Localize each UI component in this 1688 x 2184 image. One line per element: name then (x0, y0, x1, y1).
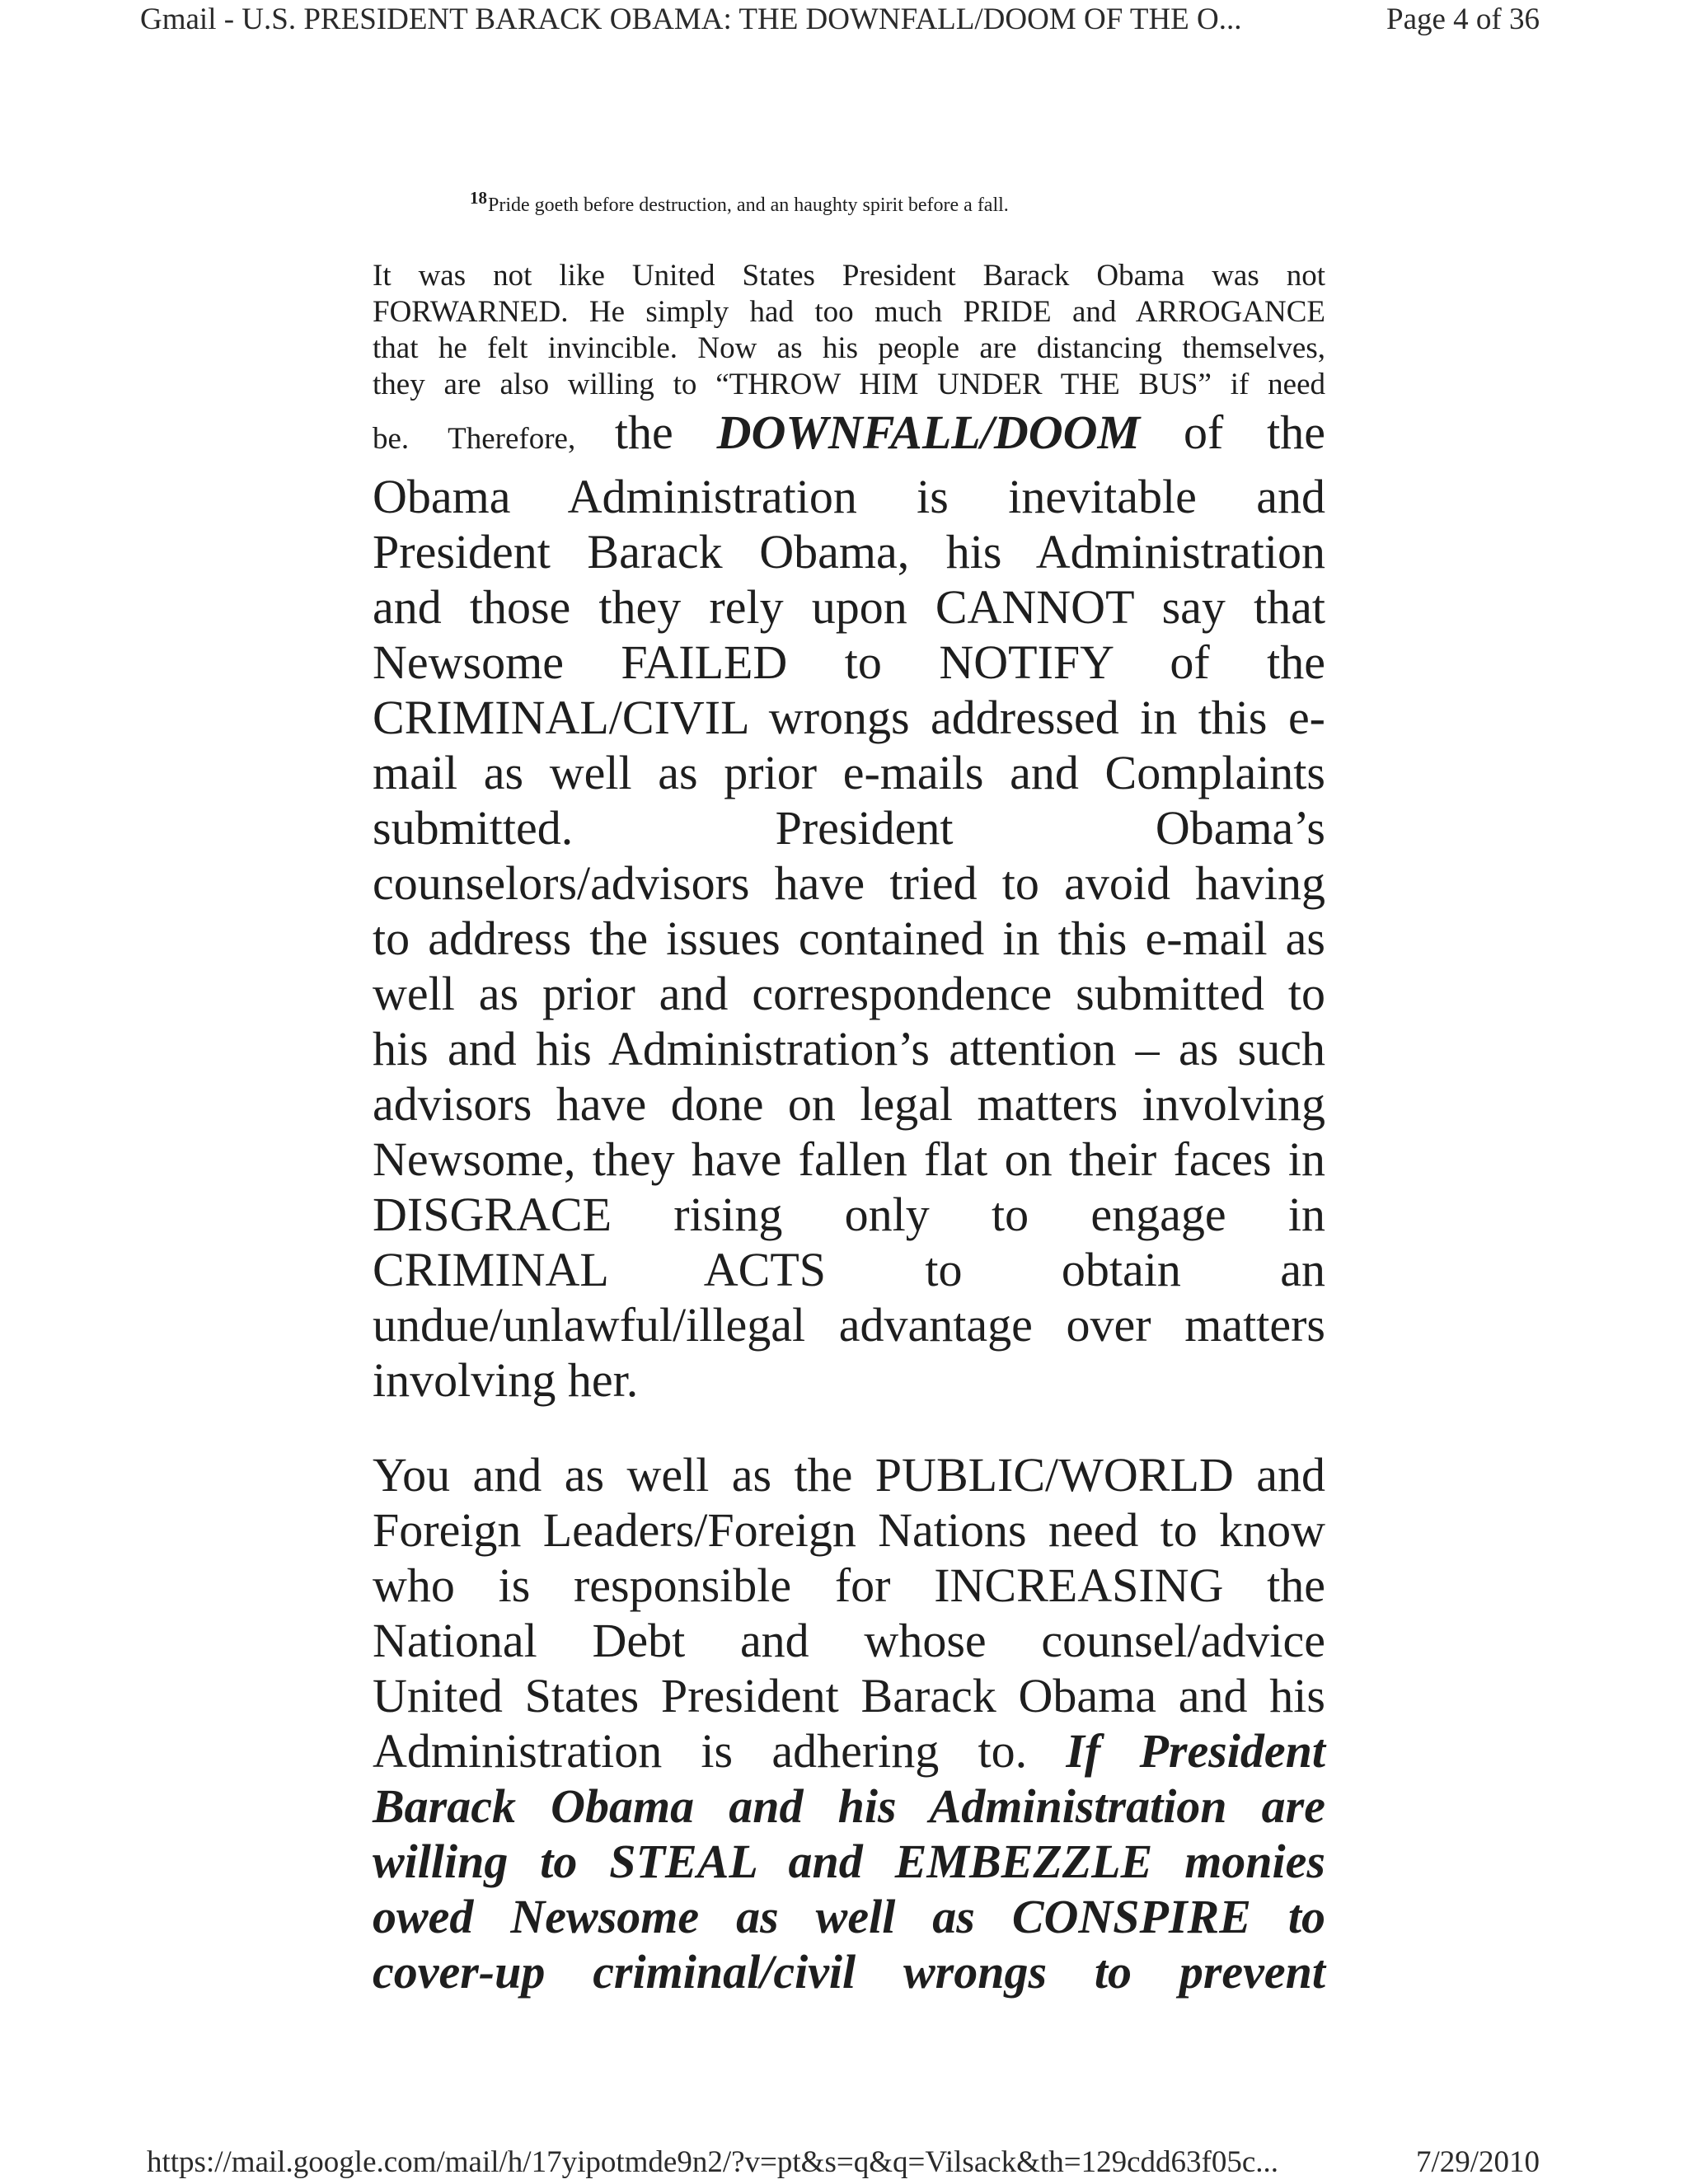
paragraph-1 (373, 258, 1325, 1408)
paragraph-2-emphasis-line: cover-up criminal/civil wrongs to prevent (373, 1945, 1325, 1999)
paragraph-2 (373, 1447, 1325, 1999)
footnote-text: Pride goeth before destruction, and an haughty spirit before a fall. (488, 194, 1009, 216)
paragraph-1-line: his and his Administration’s attention – as such (373, 1022, 1325, 1076)
paragraph-1-line: submitted. President Obama’s (373, 801, 1325, 855)
paragraph-1-line: advisors have done on legal matters involving (373, 1077, 1325, 1131)
mixed-plain-text: Administration is adhering to. (373, 1724, 1067, 1778)
paragraph-1-line: Obama Administration is inevitable and (373, 470, 1325, 523)
paragraph-1-line: well as prior and correspondence submitted to (373, 967, 1325, 1020)
footer-date: 7/29/2010 (1415, 2145, 1540, 2179)
paragraph-1-line: they are also willing to “THROW HIM UNDER THE BUS” if need (373, 368, 1325, 401)
page-number: Page 4 of 36 (1386, 2, 1540, 36)
downfall-emphasis: DOWNFALL/DOOM (716, 405, 1141, 459)
paragraph-1-line: counselors/advisors have tried to avoid having (373, 856, 1325, 910)
mixed-emphasis-text: If President (1066, 1724, 1325, 1778)
paragraph-1-last-line: involving her. (373, 1353, 639, 1407)
footnote-number: 18 (470, 188, 487, 208)
paragraph-2-line: United States President Barack Obama and his (373, 1669, 1325, 1722)
paragraph-1-line: and those they rely upon CANNOT say that (373, 580, 1325, 634)
mixed-large-text-end: of the (1140, 405, 1326, 459)
paragraph-1-line: Newsome, they have fallen flat on their faces in (373, 1132, 1325, 1186)
paragraph-1-line: mail as well as prior e-mails and Complaints (373, 746, 1325, 799)
footnote (470, 188, 1009, 217)
mixed-large-text: the (614, 405, 717, 459)
paragraph-2-emphasis-line: willing to STEAL and EMBEZZLE monies (373, 1835, 1325, 1888)
paragraph-1-line: to address the issues contained in this e-mail as (373, 912, 1325, 965)
paragraph-1-line: CRIMINAL/CIVIL wrongs addressed in this e- (373, 691, 1325, 744)
paragraph-1-line: FORWARNED. He simply had too much PRIDE and ARROGANCE (373, 295, 1325, 329)
paragraph-2-mixed-line (373, 1723, 1325, 1779)
header-title: Gmail - U.S. PRESIDENT BARACK OBAMA: THE DOWNFALL/DOOM OF THE O... (140, 2, 1242, 36)
paragraph-1-line: It was not like United States President Barack Obama was not (373, 259, 1325, 293)
paragraph-2-line: National Debt and whose counsel/advice (373, 1614, 1325, 1667)
paragraph-2-line: Foreign Leaders/Foreign Nations need to know (373, 1503, 1325, 1557)
paragraph-2-line: You and as well as the PUBLIC/WORLD and (373, 1448, 1325, 1502)
mixed-small-text: be. Therefore, (373, 422, 615, 456)
paragraph-2-emphasis-line: owed Newsome as well as CONSPIRE to (373, 1890, 1325, 1943)
paragraph-1-mixed-line (373, 403, 1325, 469)
paragraph-1-line: CRIMINAL ACTS to obtain an (373, 1243, 1325, 1296)
paragraph-1-line: Newsome FAILED to NOTIFY of the (373, 635, 1325, 689)
footer-url: https://mail.google.com/mail/h/17yipotmde9n2/?v=pt&s=q&q=Vilsack&th=129cdd63f05c... (147, 2145, 1279, 2179)
paragraph-2-emphasis-line: Barack Obama and his Administration are (373, 1779, 1325, 1833)
paragraph-1-line: DISGRACE rising only to engage in (373, 1188, 1325, 1241)
paragraph-1-line: undue/unlawful/illegal advantage over matters (373, 1298, 1325, 1352)
paragraph-1-line: that he felt invincible. Now as his people are distancing themselves, (373, 331, 1325, 365)
paragraph-2-line: who is responsible for INCREASING the (373, 1558, 1325, 1612)
paragraph-1-line: President Barack Obama, his Administration (373, 525, 1325, 579)
